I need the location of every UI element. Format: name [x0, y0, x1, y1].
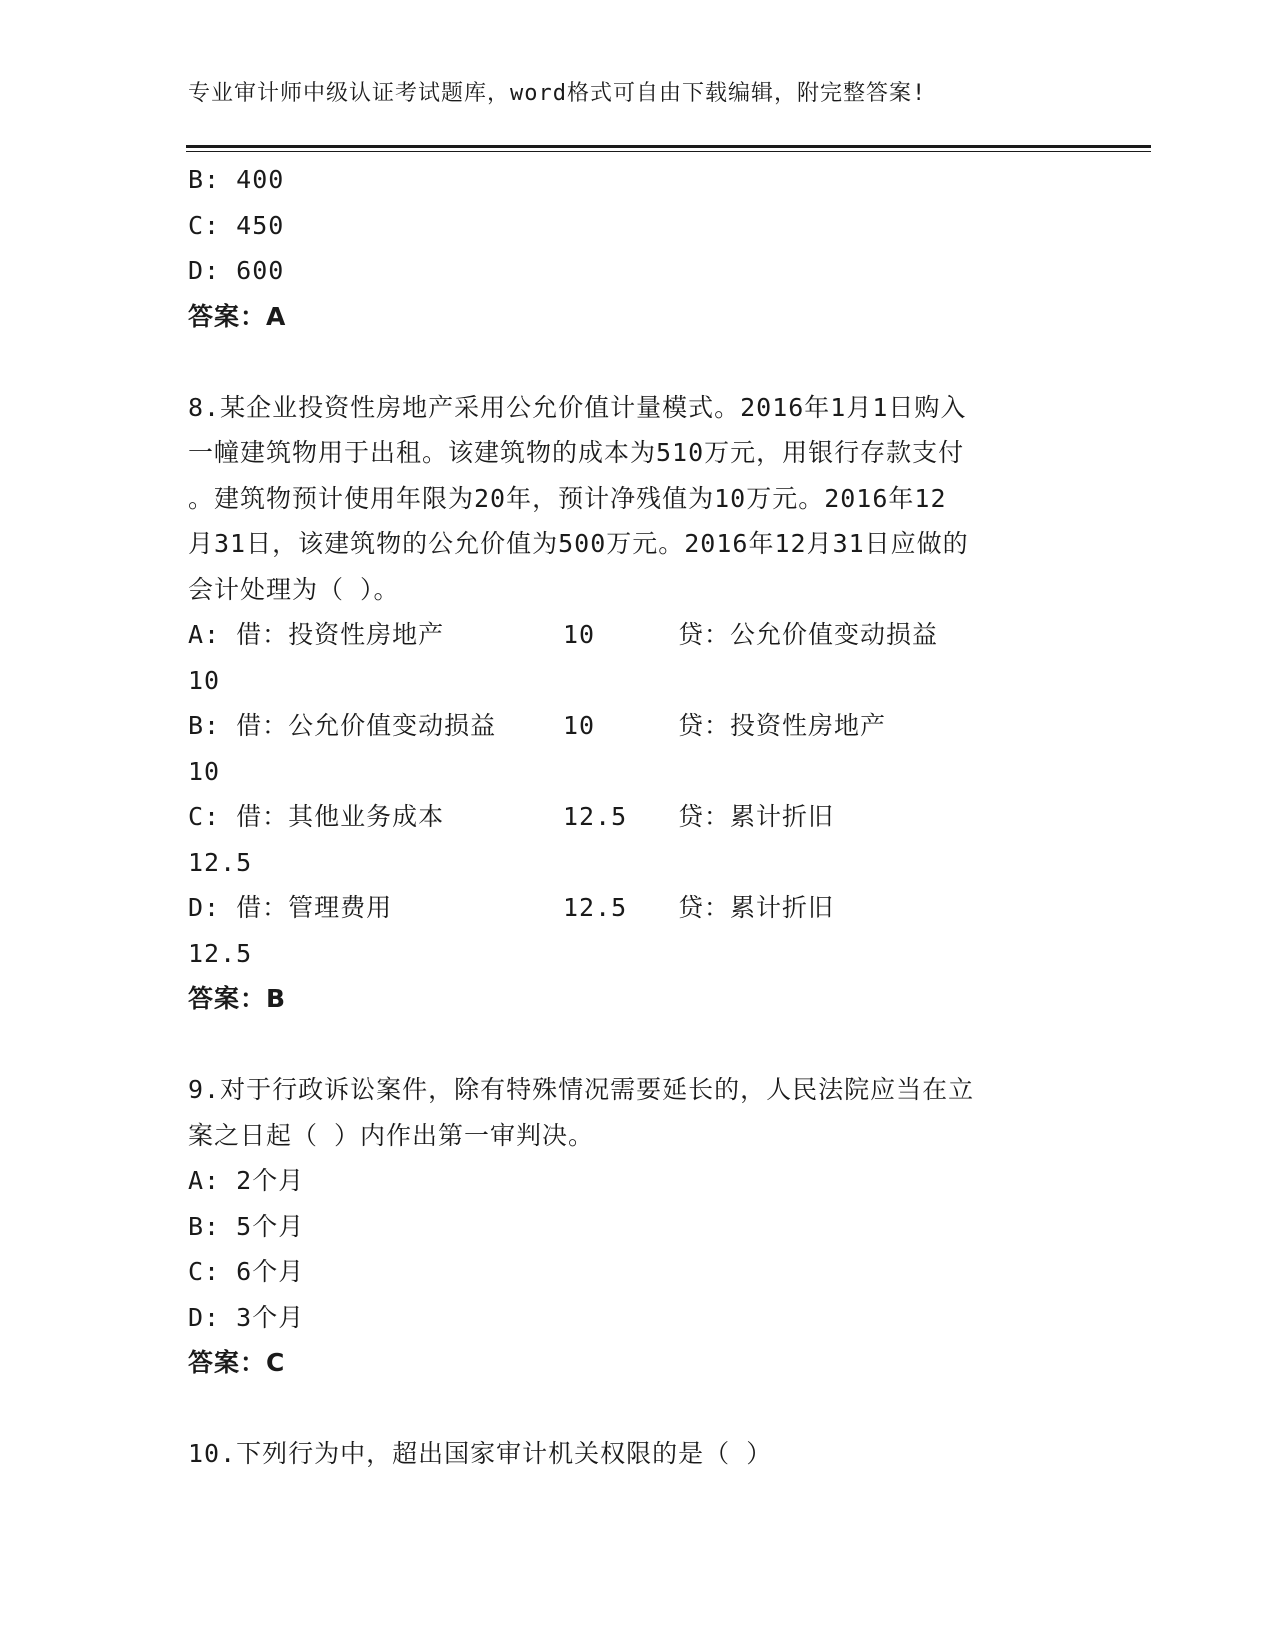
header-rule-thin — [186, 151, 1151, 152]
option-c-entry — [188, 794, 1088, 840]
option-a-entry — [188, 612, 1088, 658]
header-rule-thick — [186, 145, 1151, 148]
option-b-credit: 贷：投资性房地产 — [678, 711, 887, 740]
question-8-stem-line: 。建筑物预计使用年限为20年，预计净残值为10万元。2016年12 — [188, 483, 947, 513]
option-a-credit-amount: 10 — [188, 665, 221, 695]
question-7-options — [188, 157, 1088, 294]
option-b-amount: 10 — [563, 711, 596, 740]
option-a-debit: A: 借：投资性房地产 — [188, 620, 445, 649]
document-body — [188, 157, 1088, 1477]
question-8-stem-line: 会计处理为（ ）。 — [188, 574, 400, 604]
spacer — [188, 1022, 1088, 1068]
option-b-credit-amount: 10 — [188, 756, 221, 786]
question-10-stem: 10.下列行为中，超出国家审计机关权限的是（ ） — [188, 1439, 773, 1468]
question-9-answer: 答案：C — [188, 1348, 286, 1377]
option-b-entry — [188, 703, 1088, 749]
option-d: D: 600 — [188, 256, 285, 285]
question-8-stem-line: 月31日，该建筑物的公允价值为500万元。2016年12月31日应做的 — [188, 529, 969, 558]
option-d-credit: 贷：累计折旧 — [678, 893, 835, 922]
option-b-debit: B: 借：公允价值变动损益 — [188, 711, 497, 740]
option-d-amount: 12.5 — [563, 893, 628, 922]
spacer — [188, 339, 1088, 385]
option-c-amount: 12.5 — [563, 802, 628, 831]
question-9 — [188, 1067, 1088, 1340]
question-8-answer: 答案：B — [188, 984, 287, 1013]
option-c: C: 6个月 — [188, 1257, 305, 1286]
page-header: 专业审计师中级认证考试题库，word格式可自由下载编辑，附完整答案! — [188, 81, 927, 106]
option-b: B: 400 — [188, 165, 285, 194]
option-d-credit-amount: 12.5 — [188, 938, 253, 968]
question-8-stem-line: 8.某企业投资性房地产采用公允价值计量模式。2016年1月1日购入 — [188, 392, 967, 422]
option-c: C: 450 — [188, 210, 285, 240]
question-9-stem-line: 案之日起（ ）内作出第一审判决。 — [188, 1120, 595, 1150]
option-a: A: 2个月 — [188, 1166, 305, 1195]
question-8-stem-line: 一幢建筑物用于出租。该建筑物的成本为510万元，用银行存款支付 — [188, 438, 965, 467]
spacer — [188, 1386, 1088, 1432]
option-c-credit: 贷：累计折旧 — [678, 802, 835, 831]
option-c-debit: C: 借：其他业务成本 — [188, 802, 445, 831]
question-8 — [188, 385, 1088, 977]
option-a-credit: 贷：公允价值变动损益 — [678, 620, 939, 649]
question-7-answer: 答案：A — [188, 301, 287, 331]
option-d-debit: D: 借：管理费用 — [188, 893, 393, 922]
question-9-stem-line: 9.对于行政诉讼案件，除有特殊情况需要延长的，人民法院应当在立 — [188, 1075, 975, 1104]
option-c-credit-amount: 12.5 — [188, 847, 253, 877]
option-d: D: 3个月 — [188, 1302, 305, 1332]
option-b: B: 5个月 — [188, 1211, 305, 1241]
option-d-entry — [188, 885, 1088, 931]
option-a-amount: 10 — [563, 620, 596, 649]
